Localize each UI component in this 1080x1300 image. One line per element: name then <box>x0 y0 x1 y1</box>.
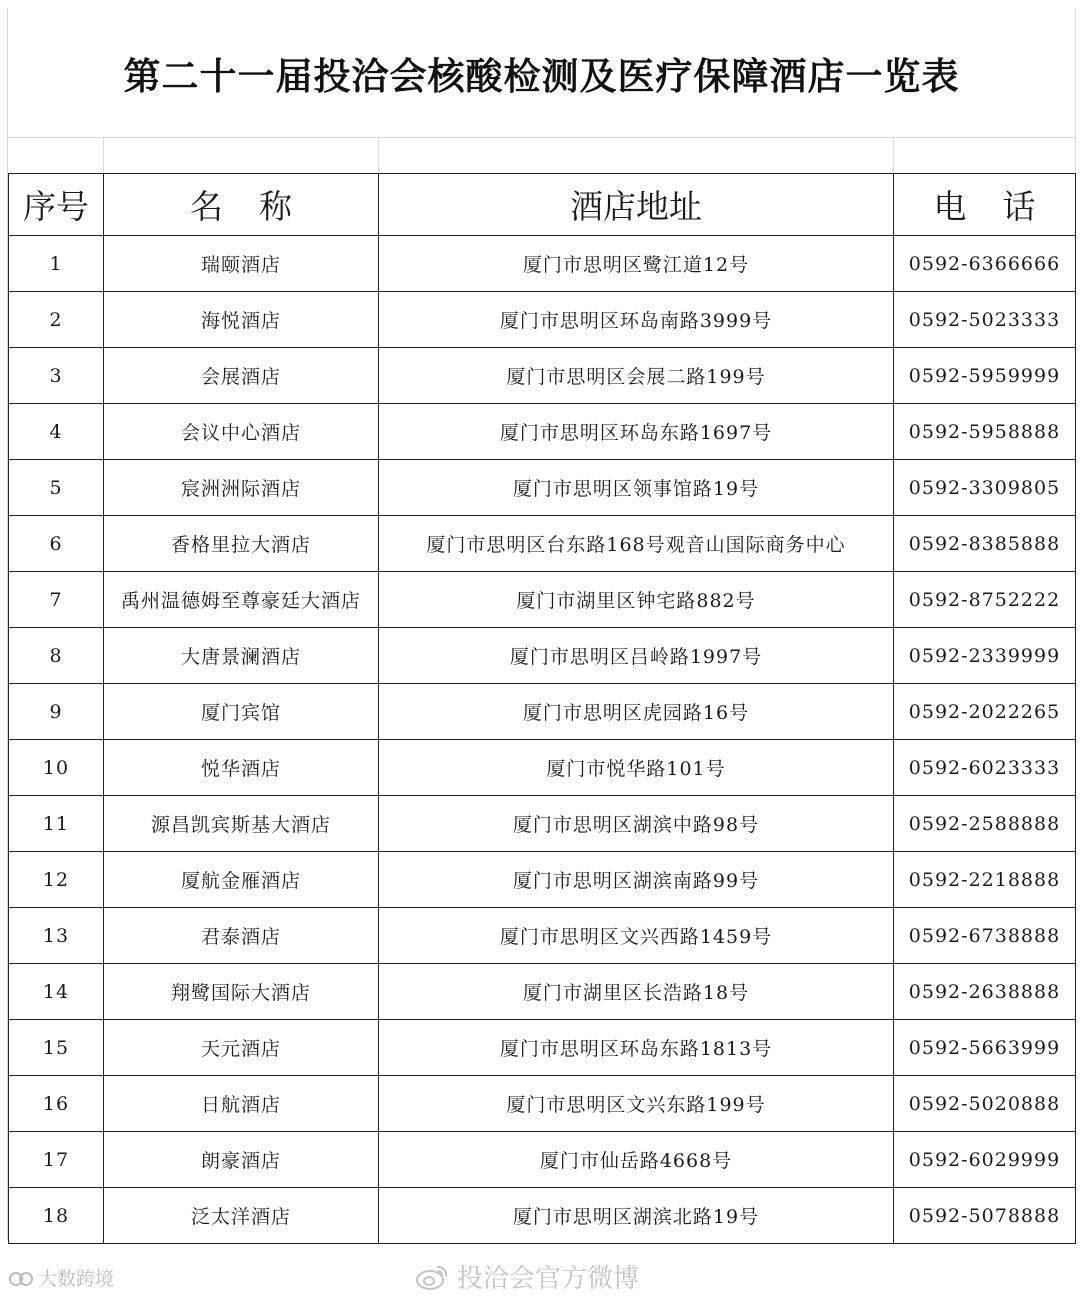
hotel-phone: 0592-2588888 <box>894 796 1076 852</box>
table-row <box>9 292 1076 348</box>
row-number: 17 <box>9 1132 104 1188</box>
hotel-name: 日航酒店 <box>104 1076 379 1132</box>
table-row <box>9 628 1076 684</box>
hotel-address: 厦门市思明区湖滨南路99号 <box>379 852 894 908</box>
hotel-name: 源昌凯宾斯基大酒店 <box>104 796 379 852</box>
hotel-name: 宸洲洲际酒店 <box>104 460 379 516</box>
hotel-phone: 0592-3309805 <box>894 460 1076 516</box>
grid-line <box>893 138 894 172</box>
hotel-name: 君泰酒店 <box>104 908 379 964</box>
header-phone: 电话 <box>894 174 1076 236</box>
table-row <box>9 908 1076 964</box>
table-row <box>9 740 1076 796</box>
hotel-name: 天元酒店 <box>104 1020 379 1076</box>
hotel-phone: 0592-2638888 <box>894 964 1076 1020</box>
table-row <box>9 964 1076 1020</box>
hotel-phone: 0592-8385888 <box>894 516 1076 572</box>
watermark-right <box>415 1258 639 1295</box>
hotel-name: 大唐景澜酒店 <box>104 628 379 684</box>
hotel-address: 厦门市湖里区长浩路18号 <box>379 964 894 1020</box>
row-number: 12 <box>9 852 104 908</box>
hotel-name: 悦华酒店 <box>104 740 379 796</box>
hotel-address: 厦门市思明区鹭江道12号 <box>379 236 894 292</box>
hotel-phone: 0592-2339999 <box>894 628 1076 684</box>
row-number: 9 <box>9 684 104 740</box>
row-number: 6 <box>9 516 104 572</box>
hotel-address: 厦门市思明区湖滨中路98号 <box>379 796 894 852</box>
hotel-address: 厦门市思明区环岛东路1697号 <box>379 404 894 460</box>
hotel-phone: 0592-6366666 <box>894 236 1076 292</box>
table-row <box>9 1188 1076 1244</box>
header-no: 序号 <box>9 174 104 236</box>
hotel-address: 厦门市思明区环岛东路1813号 <box>379 1020 894 1076</box>
row-number: 5 <box>9 460 104 516</box>
row-number: 16 <box>9 1076 104 1132</box>
hotel-name: 翔鹭国际大酒店 <box>104 964 379 1020</box>
hotel-phone: 0592-5958888 <box>894 404 1076 460</box>
weibo-icon <box>415 1263 449 1291</box>
row-number: 15 <box>9 1020 104 1076</box>
watermark-right-text: 投洽会官方微博 <box>457 1264 640 1294</box>
blank-spacer-row <box>8 138 1075 172</box>
row-number: 14 <box>9 964 104 1020</box>
hotel-phone: 0592-5078888 <box>894 1188 1076 1244</box>
table-row <box>9 572 1076 628</box>
row-number: 1 <box>9 236 104 292</box>
row-number: 10 <box>9 740 104 796</box>
row-number: 2 <box>9 292 104 348</box>
hotel-name: 泛太洋酒店 <box>104 1188 379 1244</box>
hotel-phone: 0592-5020888 <box>894 1076 1076 1132</box>
table-header-row <box>9 174 1076 236</box>
hotel-address: 厦门市思明区吕岭路1997号 <box>379 628 894 684</box>
table-row <box>9 404 1076 460</box>
hotel-phone: 0592-8752222 <box>894 572 1076 628</box>
hotel-address: 厦门市思明区虎园路16号 <box>379 684 894 740</box>
table-row <box>9 460 1076 516</box>
grid-line <box>378 138 379 172</box>
hotel-address: 厦门市思明区领事馆路19号 <box>379 460 894 516</box>
hotel-address: 厦门市思明区文兴东路199号 <box>379 1076 894 1132</box>
hotel-phone: 0592-2022265 <box>894 684 1076 740</box>
row-number: 18 <box>9 1188 104 1244</box>
row-number: 11 <box>9 796 104 852</box>
hotel-phone: 0592-6023333 <box>894 740 1076 796</box>
hotel-name: 厦门宾馆 <box>104 684 379 740</box>
hotel-phone: 0592-6738888 <box>894 908 1076 964</box>
table-row <box>9 516 1076 572</box>
hotel-table <box>8 173 1076 1244</box>
table-row <box>9 684 1076 740</box>
hotel-name: 瑞颐酒店 <box>104 236 379 292</box>
source-logo-icon <box>8 1267 34 1289</box>
table-row <box>9 1076 1076 1132</box>
row-number: 3 <box>9 348 104 404</box>
hotel-name: 海悦酒店 <box>104 292 379 348</box>
table-row <box>9 236 1076 292</box>
hotel-address: 厦门市思明区湖滨北路19号 <box>379 1188 894 1244</box>
header-name: 名称 <box>104 174 379 236</box>
hotel-phone: 0592-6029999 <box>894 1132 1076 1188</box>
hotel-name: 会展酒店 <box>104 348 379 404</box>
hotel-address: 厦门市悦华路101号 <box>379 740 894 796</box>
row-number: 4 <box>9 404 104 460</box>
hotel-phone: 0592-5959999 <box>894 348 1076 404</box>
hotel-phone: 0592-5663999 <box>894 1020 1076 1076</box>
hotel-address: 厦门市思明区台东路168号观音山国际商务中心 <box>379 516 894 572</box>
table-row <box>9 1020 1076 1076</box>
grid-line <box>103 138 104 172</box>
hotel-address: 厦门市仙岳路4668号 <box>379 1132 894 1188</box>
table-row <box>9 796 1076 852</box>
row-number: 8 <box>9 628 104 684</box>
hotel-name: 会议中心酒店 <box>104 404 379 460</box>
hotel-name: 香格里拉大酒店 <box>104 516 379 572</box>
watermark-bar <box>0 1258 1080 1292</box>
table-row <box>9 348 1076 404</box>
hotel-address: 厦门市思明区环岛南路3999号 <box>379 292 894 348</box>
hotel-phone: 0592-5023333 <box>894 292 1076 348</box>
hotel-name: 厦航金雁酒店 <box>104 852 379 908</box>
hotel-name: 朗豪酒店 <box>104 1132 379 1188</box>
hotel-name: 禹州温德姆至尊豪廷大酒店 <box>104 572 379 628</box>
page-title: 第二十一届投洽会核酸检测及医疗保障酒店一览表 <box>123 54 960 98</box>
header-address: 酒店地址 <box>379 174 894 236</box>
hotel-address: 厦门市思明区文兴西路1459号 <box>379 908 894 964</box>
row-number: 13 <box>9 908 104 964</box>
hotel-address: 厦门市思明区会展二路199号 <box>379 348 894 404</box>
hotel-address: 厦门市湖里区钟宅路882号 <box>379 572 894 628</box>
hotel-phone: 0592-2218888 <box>894 852 1076 908</box>
watermark-left-text: 大数跨境 <box>38 1268 115 1290</box>
row-number: 7 <box>9 572 104 628</box>
watermark-left <box>8 1264 114 1291</box>
table-row <box>9 1132 1076 1188</box>
spreadsheet <box>7 8 1076 1240</box>
title-band <box>8 8 1075 138</box>
table-row <box>9 852 1076 908</box>
